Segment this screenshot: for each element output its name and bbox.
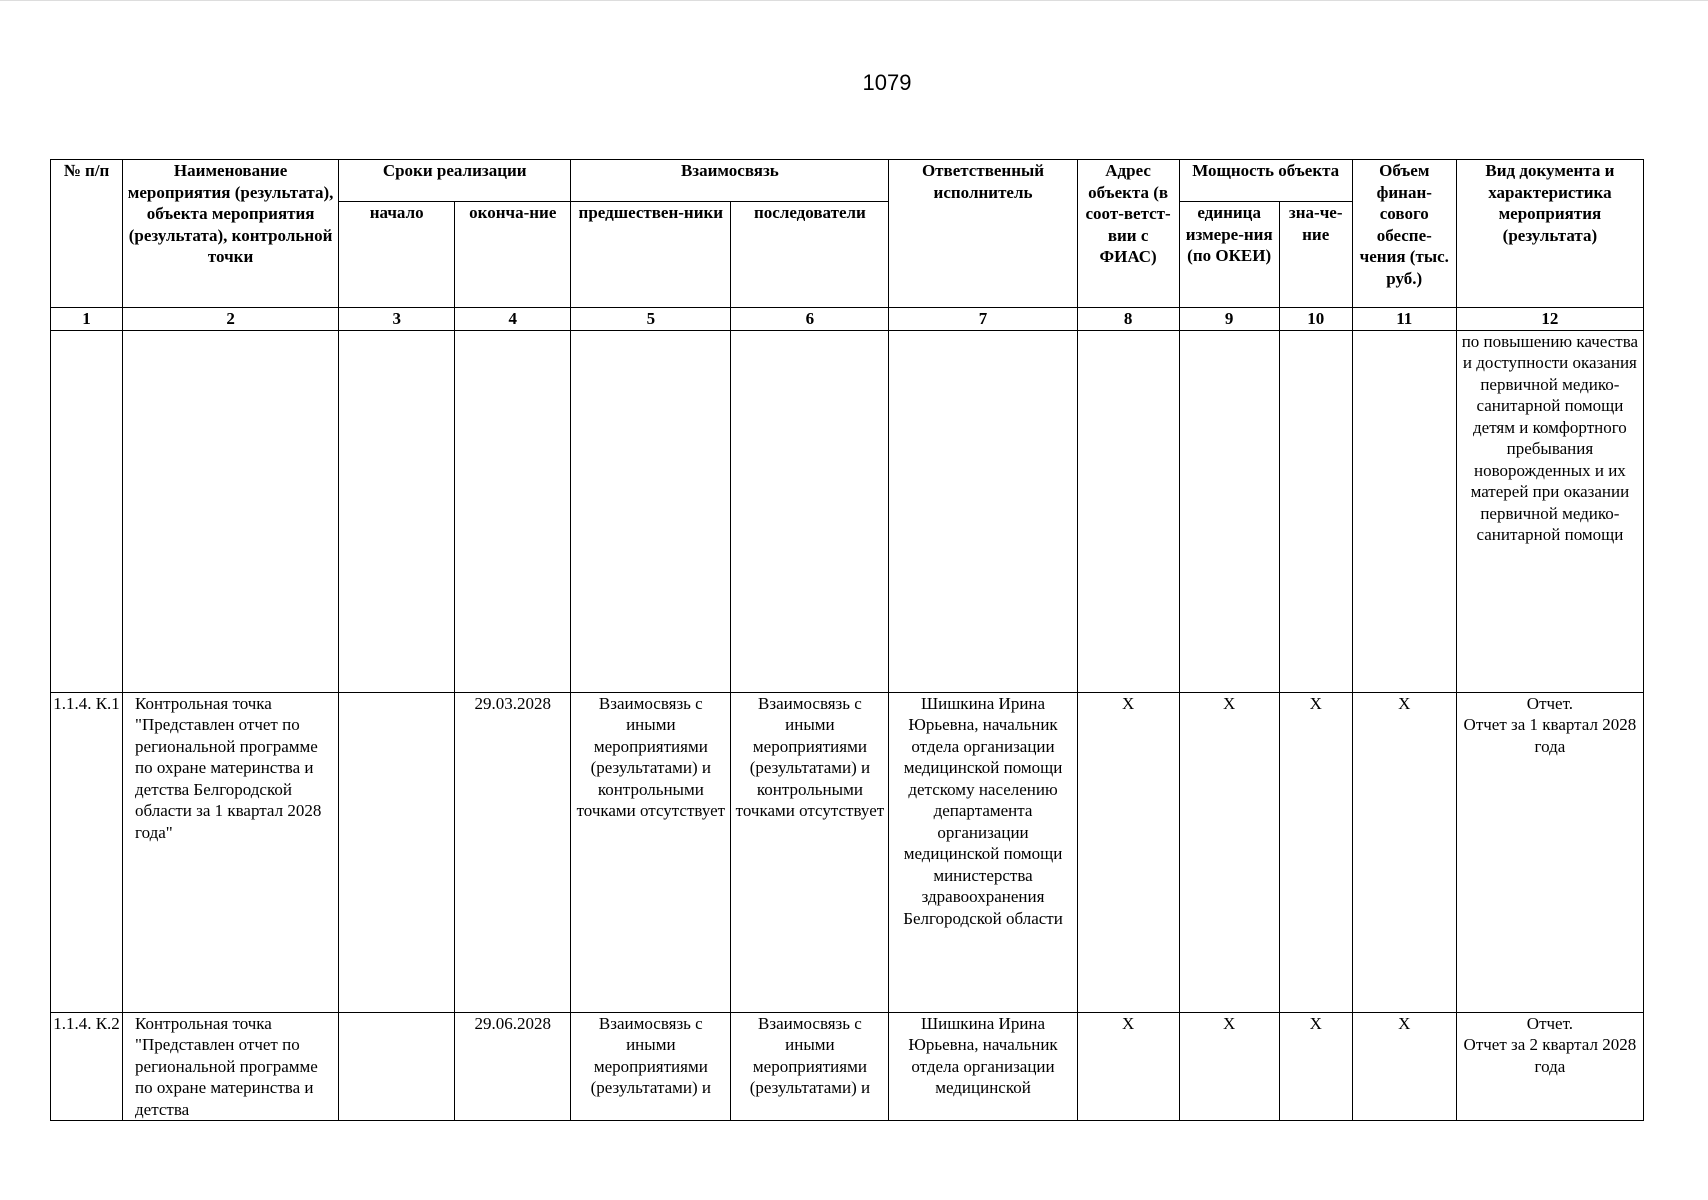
capacity-value: X	[1279, 692, 1352, 1012]
column-number: 2	[123, 308, 339, 331]
column-number: 6	[731, 308, 889, 331]
column-number: 9	[1179, 308, 1279, 331]
predecessors: Взаимосвязь с иными мероприятиями (результатами) и контрольными точками отсутствует	[571, 692, 731, 1012]
header-document: Вид документа и характеристика мероприятия (результата)	[1456, 160, 1643, 308]
funding-amount: X	[1352, 692, 1456, 1012]
column-number: 8	[1077, 308, 1179, 331]
empty-cell	[455, 330, 571, 692]
object-address: X	[1077, 692, 1179, 1012]
table-row	[51, 1012, 1644, 1121]
column-number: 3	[339, 308, 455, 331]
events-table	[50, 159, 1644, 1121]
responsible-person: Шишкина Ирина Юрьевна, начальник отдела организации медицинской помощи детскому населению департамента организации медицинской помощи министерства здравоохранения Белгородской области	[889, 692, 1077, 1012]
document-description-continued: по повышению качества и доступности оказания первичной медико-санитарной помощи детям и комфортного пребывания новорожденных и их матерей при оказании первичной медико-санитарной помощи	[1456, 330, 1643, 692]
header-successors: последователи	[731, 202, 889, 308]
empty-cell	[1179, 330, 1279, 692]
document-description: Отчет за 1 квартал 2028 года	[1463, 715, 1637, 756]
end-date: 29.03.2028	[455, 692, 571, 1012]
header-predecessors: предшествен-ники	[571, 202, 731, 308]
column-number: 12	[1456, 308, 1643, 331]
column-number: 5	[571, 308, 731, 331]
capacity-unit: X	[1179, 1012, 1279, 1121]
end-date: 29.06.2028	[455, 1012, 571, 1121]
document-description: Отчет за 2 квартал 2028 года	[1463, 1035, 1637, 1076]
responsible-person: Шишкина Ирина Юрьевна, начальник отдела организации медицинской	[889, 1012, 1077, 1121]
page-number: 1079	[862, 70, 912, 95]
table-row	[51, 692, 1644, 1012]
empty-cell	[1077, 330, 1179, 692]
document-type-cell	[1456, 692, 1643, 1012]
document-type: Отчет.	[1526, 693, 1573, 713]
scan-top-edge	[0, 0, 1708, 1]
column-number: 4	[455, 308, 571, 331]
header-funding: Объем финан-сового обеспе-чения (тыс. руб.)	[1352, 160, 1456, 308]
empty-cell	[889, 330, 1077, 692]
successors: Взаимосвязь с иными мероприятиями (результатами) и контрольными точками отсутствует	[731, 692, 889, 1012]
column-number: 10	[1279, 308, 1352, 331]
empty-cell	[51, 330, 123, 692]
header-end: оконча-ние	[455, 202, 571, 308]
capacity-unit: X	[1179, 692, 1279, 1012]
header-unit: единица измере-ния (по ОКЕИ)	[1179, 202, 1279, 308]
object-address: X	[1077, 1012, 1179, 1121]
header-name: Наименование мероприятия (результата), объекта мероприятия (результата), контрольной точки	[123, 160, 339, 308]
start-date	[339, 692, 455, 1012]
column-number: 7	[889, 308, 1077, 331]
header-capacity: Мощность объекта	[1179, 160, 1352, 202]
table-row-continuation	[51, 330, 1644, 692]
empty-cell	[731, 330, 889, 692]
funding-amount: X	[1352, 1012, 1456, 1121]
successors: Взаимосвязь с иными мероприятиями (результатами) и	[731, 1012, 889, 1121]
column-number: 1	[51, 308, 123, 331]
row-number: 1.1.4. К.1	[51, 692, 123, 1012]
header-relation: Взаимосвязь	[571, 160, 889, 202]
column-number-row	[51, 308, 1644, 331]
empty-cell	[123, 330, 339, 692]
header-number: № п/п	[51, 160, 123, 308]
header-row-1	[51, 160, 1644, 202]
header-address: Адрес объекта (в соот-ветст-вии с ФИАС)	[1077, 160, 1179, 308]
empty-cell	[1352, 330, 1456, 692]
row-number: 1.1.4. К.2	[51, 1012, 123, 1121]
event-name: Контрольная точка "Представлен отчет по региональной программе по охране материнства и детства Белгородской области за 1 квартал 2028 года"	[123, 692, 339, 1012]
column-number: 11	[1352, 308, 1456, 331]
header-value: зна-че-ние	[1279, 202, 1352, 308]
start-date	[339, 1012, 455, 1121]
predecessors: Взаимосвязь с иными мероприятиями (результатами) и	[571, 1012, 731, 1121]
capacity-value: X	[1279, 1012, 1352, 1121]
header-responsible: Ответственный исполнитель	[889, 160, 1077, 308]
empty-cell	[1279, 330, 1352, 692]
empty-cell	[571, 330, 731, 692]
document-type: Отчет.	[1526, 1013, 1573, 1033]
document-type-cell	[1456, 1012, 1643, 1121]
event-name: Контрольная точка "Представлен отчет по региональной программе по охране материнства и детства	[123, 1012, 339, 1121]
header-start: начало	[339, 202, 455, 308]
header-terms: Сроки реализации	[339, 160, 571, 202]
empty-cell	[339, 330, 455, 692]
